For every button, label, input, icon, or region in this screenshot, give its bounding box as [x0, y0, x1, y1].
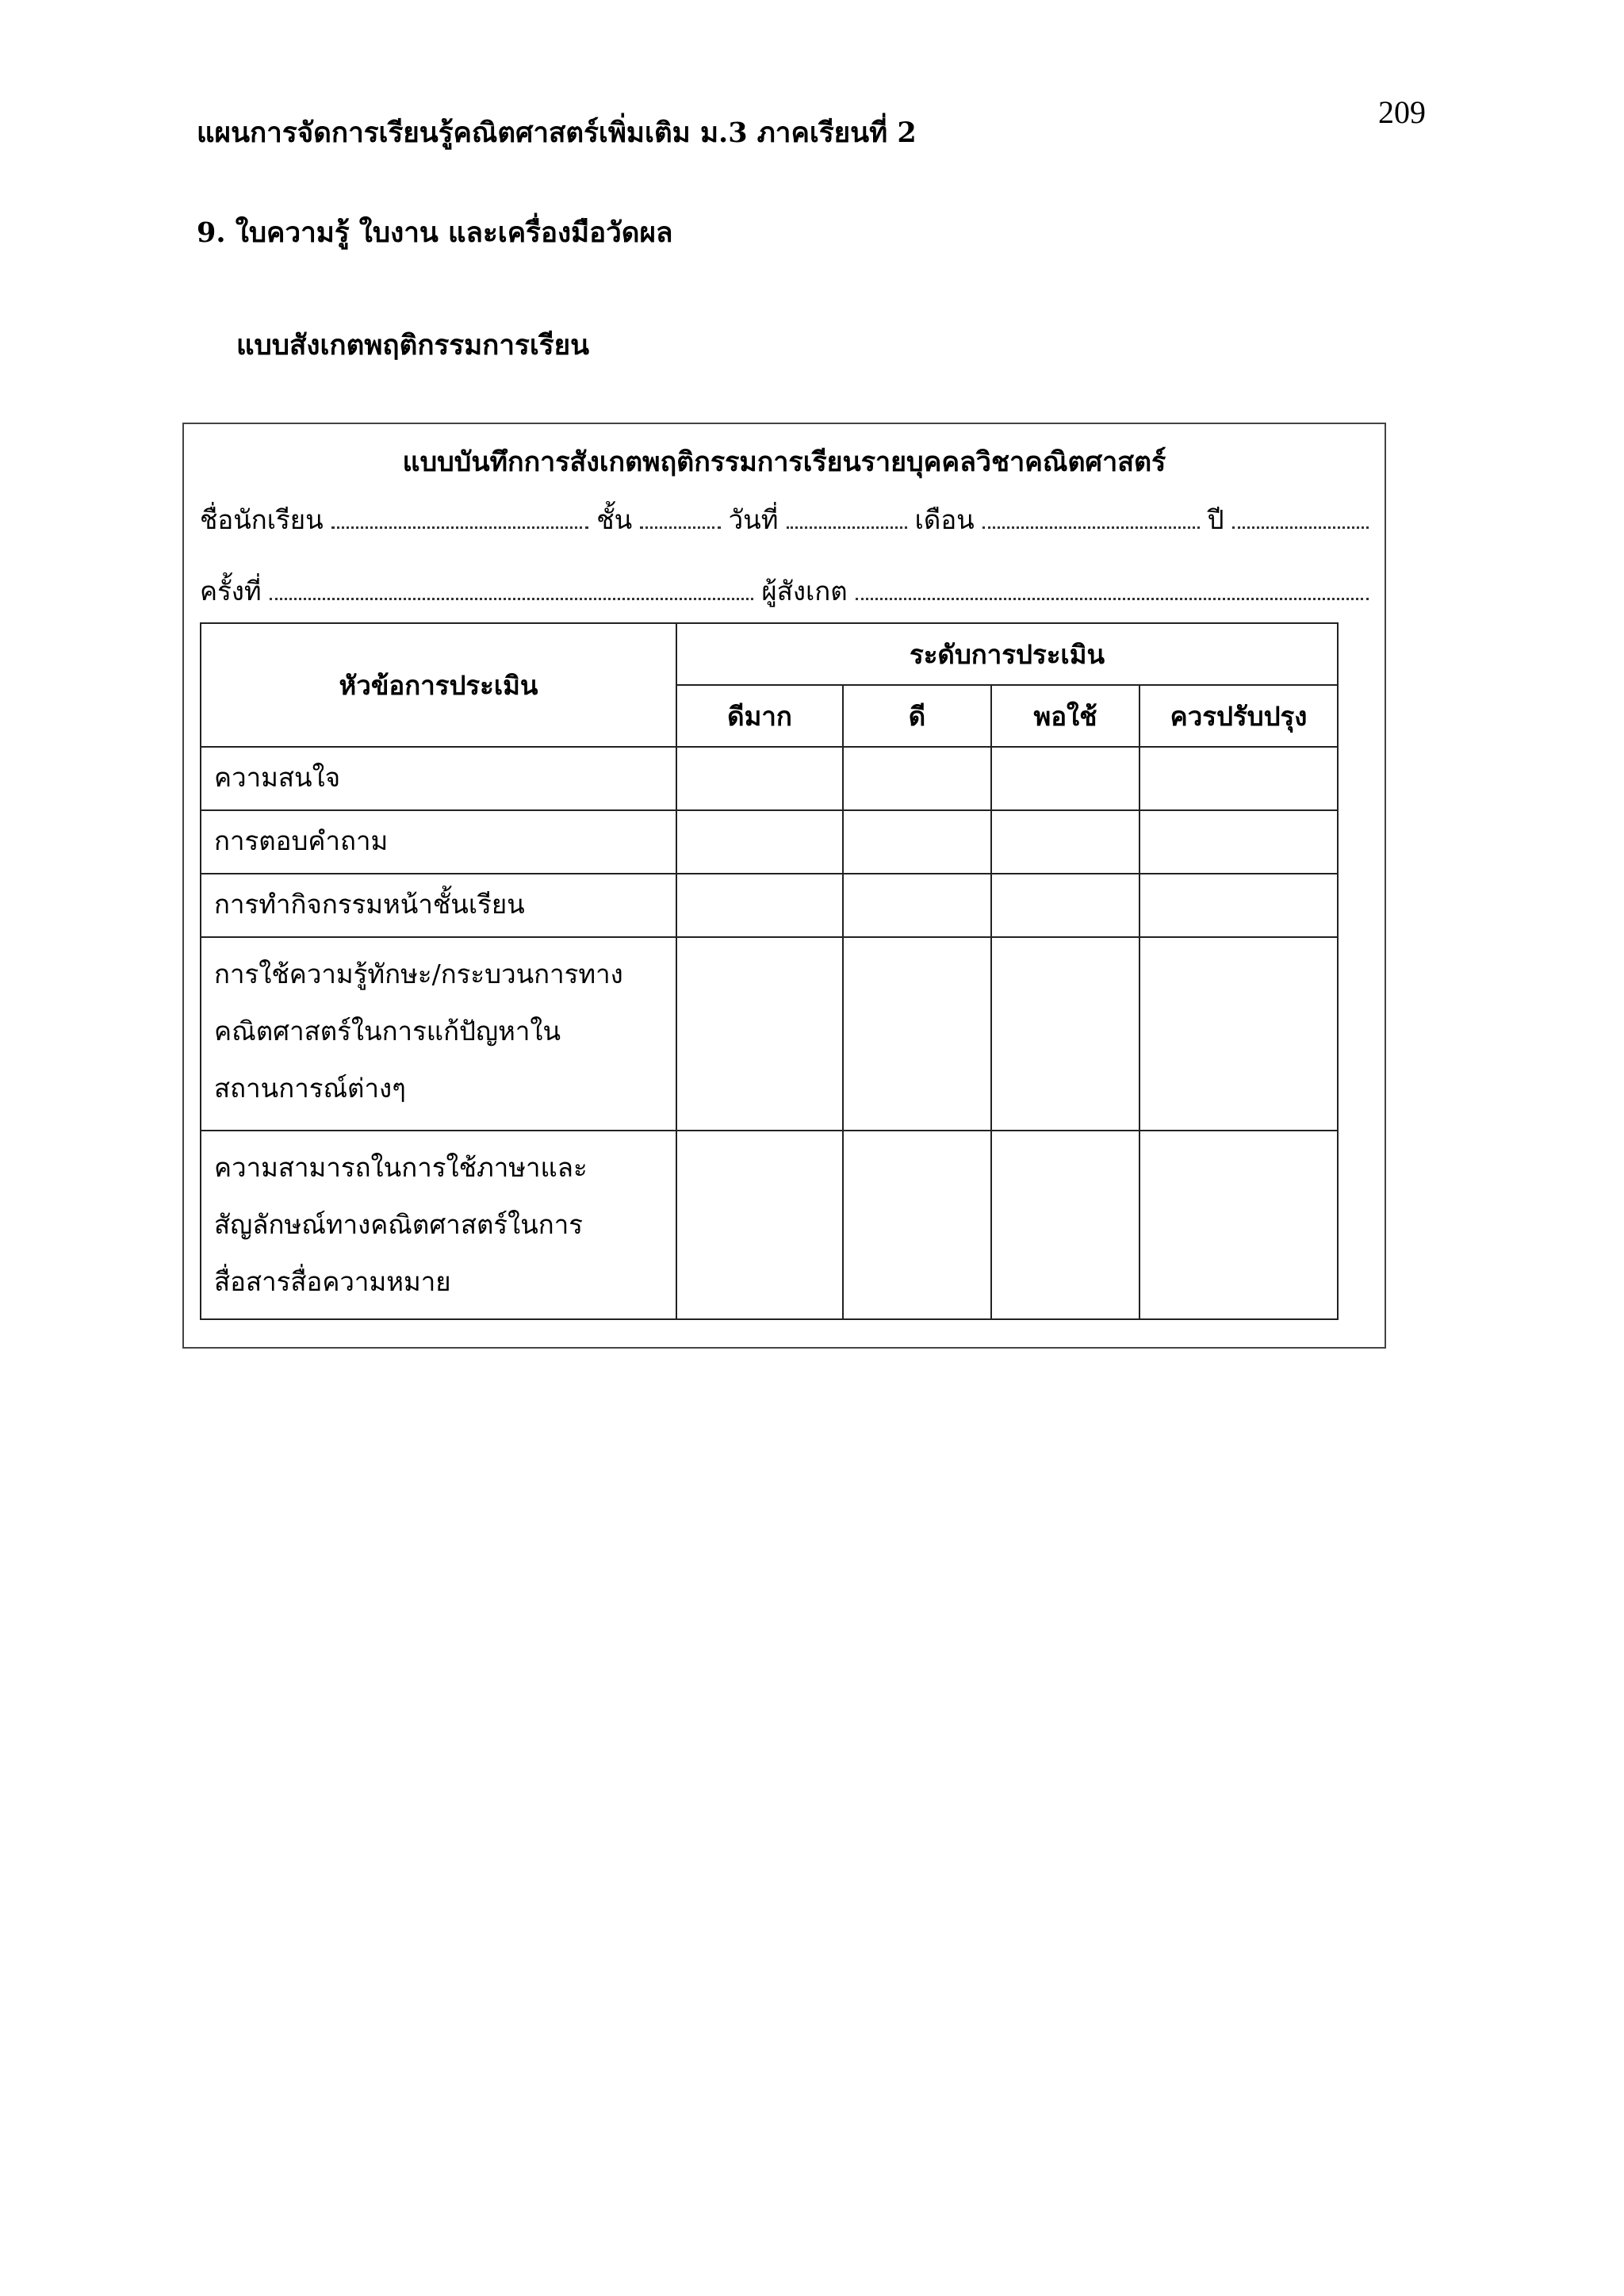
rating-cell[interactable]: [843, 810, 991, 874]
table-row: [201, 747, 1338, 810]
class-field[interactable]: [640, 526, 720, 529]
criterion-cell: [201, 937, 676, 1131]
rating-cell[interactable]: [676, 937, 843, 1131]
rating-cell[interactable]: [843, 874, 991, 937]
criterion-text: การทำกิจกรรมหน้าชั้นเรียน: [214, 889, 525, 920]
observer-field[interactable]: [856, 597, 1369, 600]
level-improve-header: ควรปรับปรุง: [1139, 685, 1338, 747]
criterion-cell: [201, 1131, 676, 1319]
observer-label: ผู้สังเกต: [761, 576, 848, 607]
level-fair-header: พอใช้: [991, 685, 1139, 747]
rating-cell[interactable]: [843, 747, 991, 810]
rating-cell[interactable]: [676, 1131, 843, 1319]
table-row: [201, 937, 1338, 1131]
criterion-text: การใช้ความรู้ทักษะ/กระบวนการทาง: [214, 959, 623, 989]
student-name-label: ชื่อนักเรียน: [200, 504, 324, 535]
level-header: ระดับการประเมิน: [676, 623, 1338, 685]
rating-cell[interactable]: [991, 810, 1139, 874]
rating-cell[interactable]: [676, 810, 843, 874]
rating-cell[interactable]: [991, 937, 1139, 1131]
rating-cell[interactable]: [991, 1131, 1139, 1319]
session-label: ครั้งที่: [200, 576, 262, 607]
criterion-text: สัญลักษณ์ทางคณิตศาสตร์ในการ: [214, 1209, 584, 1240]
level-good-header: ดี: [843, 685, 991, 747]
document-header: แผนการจัดการเรียนรู้คณิตศาสตร์เพิ่มเติม ม.3 ภาคเรียนที่ 2: [197, 117, 917, 149]
student-info-line: [200, 499, 1369, 541]
rating-cell[interactable]: [1139, 747, 1338, 810]
subsection-heading: แบบสังเกตพฤติกรรมการเรียน: [236, 329, 590, 362]
evaluation-table: [200, 622, 1339, 1320]
rating-cell[interactable]: [676, 747, 843, 810]
page-number: 209: [1378, 94, 1426, 130]
year-field[interactable]: [1232, 526, 1369, 529]
day-label: วันที่: [728, 504, 779, 535]
rating-cell[interactable]: [843, 937, 991, 1131]
table-row: [201, 874, 1338, 937]
rating-cell[interactable]: [676, 874, 843, 937]
criterion-text: ความสนใจ: [214, 762, 341, 793]
session-field[interactable]: [270, 597, 754, 600]
month-label: เดือน: [914, 504, 975, 535]
rating-cell[interactable]: [1139, 937, 1338, 1131]
table-row: [201, 1131, 1338, 1319]
criteria-header: หัวข้อการประเมิน: [201, 623, 676, 747]
table-row: [201, 810, 1338, 874]
rating-cell[interactable]: [1139, 1131, 1338, 1319]
criterion-text: คณิตศาสตร์ในการแก้ปัญหาใน: [214, 1016, 561, 1047]
rating-cell[interactable]: [1139, 874, 1338, 937]
rating-cell[interactable]: [991, 874, 1139, 937]
year-label: ปี: [1207, 504, 1224, 535]
observation-form: [182, 423, 1386, 1349]
form-title: แบบบันทึกการสังเกตพฤติกรรมการเรียนรายบุคคลวิชาคณิตศาสตร์: [402, 446, 1166, 478]
criterion-text: การตอบคำถาม: [214, 825, 389, 856]
rating-cell[interactable]: [843, 1131, 991, 1319]
criterion-cell: [201, 747, 676, 810]
month-field[interactable]: [982, 526, 1200, 529]
class-label: ชั้น: [596, 504, 633, 535]
student-name-field[interactable]: [331, 526, 589, 529]
level-very-good-header: ดีมาก: [676, 685, 843, 747]
session-info-line: [200, 570, 1369, 612]
criterion-text: สถานการณ์ต่างๆ: [214, 1073, 406, 1104]
rating-cell[interactable]: [991, 747, 1139, 810]
criterion-text: ความสามารถในการใช้ภาษาและ: [214, 1152, 588, 1183]
rating-cell[interactable]: [1139, 810, 1338, 874]
criterion-text: สื่อสารสื่อความหมาย: [214, 1266, 451, 1297]
criterion-cell: [201, 874, 676, 937]
section-heading: 9. ใบความรู้ ใบงาน และเครื่องมือวัดผล: [197, 216, 673, 249]
day-field[interactable]: [787, 526, 907, 529]
criterion-cell: [201, 810, 676, 874]
